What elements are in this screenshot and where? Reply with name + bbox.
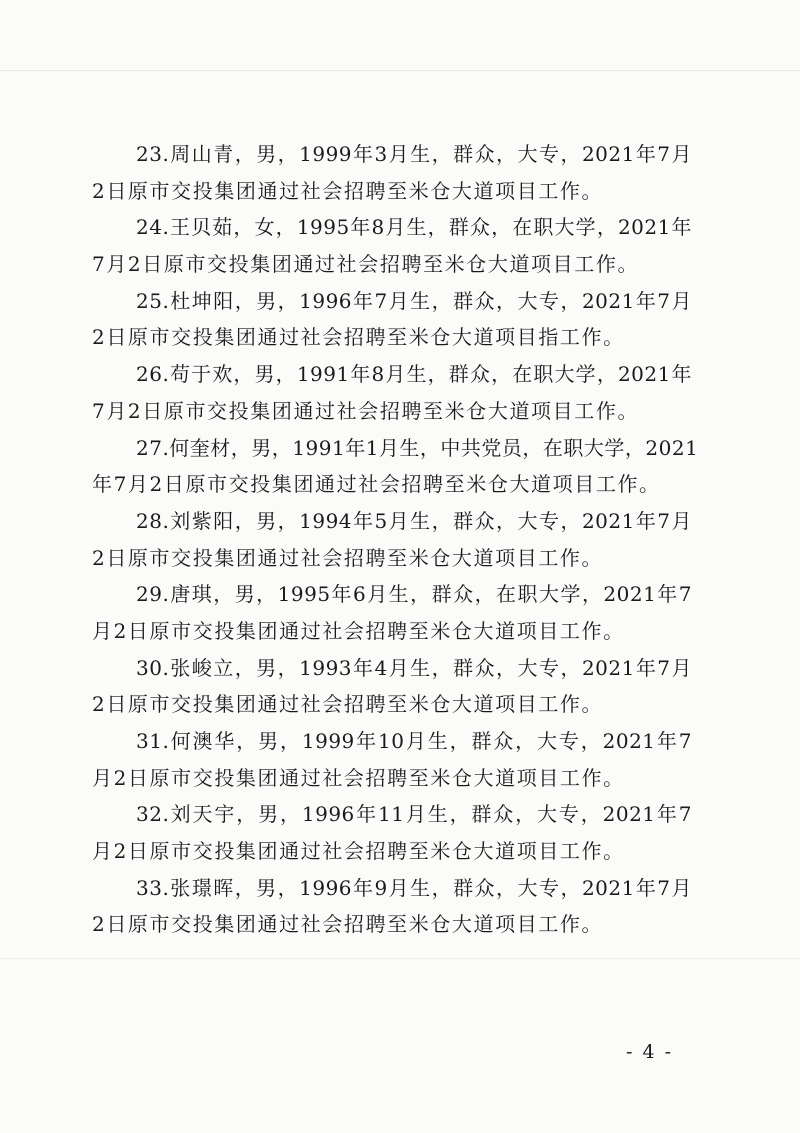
entry-line-first: 28.刘紫阳，男，1994年5月生，群众，大专，2021年7月 [136,508,692,533]
list-item [92,796,692,869]
list-item [92,136,692,209]
entry-line-first: 32.刘天宇，男，1996年11月生，群众，大专，2021年7 [136,802,692,827]
document-body [92,136,699,943]
list-item [92,356,692,429]
page-number: - 4 - [626,1041,674,1063]
entry-line-second: 2日原市交投集团通过社会招聘至米仓大道项目指工作。 [92,325,625,350]
entry-line-first: 23.周山青，男，1999年3月生，群众，大专，2021年7月 [136,142,692,166]
entry-line-first: 25.杜坤阳，男，1996年7月生，群众，大专，2021年7月 [136,288,692,313]
scan-artifact-line [0,958,800,959]
entry-line-second: 月2日原市交投集团通过社会招聘至米仓大道项目工作。 [92,765,625,790]
list-item [92,650,692,723]
entry-line-second: 2日原市交投集团通过社会招聘至米仓大道项目工作。 [92,178,604,203]
list-item [92,430,699,503]
entry-line-first: 26.苟于欢，男，1991年8月生，群众，在职大学，2021年 [136,362,692,387]
entry-line-first: 31.何澳华，男，1999年10月生，群众，大专，2021年7 [136,729,692,753]
entry-line-second: 年7月2日原市交投集团通过社会招聘至米仓大道项目工作。 [92,472,661,497]
entry-line-first: 24.王贝茹，女，1995年8月生，群众，在职大学，2021年 [136,215,692,240]
entry-line-second: 7月2日原市交投集团通过社会招聘至米仓大道项目工作。 [92,252,640,277]
entry-line-second: 月2日原市交投集团通过社会招聘至米仓大道项目工作。 [92,618,625,643]
entry-line-second: 月2日原市交投集团通过社会招聘至米仓大道项目工作。 [92,839,625,864]
list-item [92,209,692,282]
list-item [92,283,692,356]
list-item [92,576,692,649]
entry-line-first: 30.张峻立，男，1993年4月生，群众，大专，2021年7月 [136,655,692,680]
list-item [92,870,692,943]
entry-line-second: 2日原市交投集团通过社会招聘至米仓大道项目工作。 [92,545,604,570]
entry-line-first: 27.何奎材，男，1991年1月生，中共党员，在职大学，2021 [136,435,699,460]
entry-line-second: 2日原市交投集团通过社会招聘至米仓大道项目工作。 [92,912,604,937]
scan-artifact-line [0,70,800,71]
list-item [92,723,692,796]
entry-line-second: 2日原市交投集团通过社会招聘至米仓大道项目工作。 [92,692,604,717]
entry-line-second: 7月2日原市交投集团通过社会招聘至米仓大道项目工作。 [92,398,640,423]
entry-line-first: 29.唐琪，男，1995年6月生，群众，在职大学，2021年7 [136,582,692,607]
list-item [92,503,692,576]
entry-line-first: 33.张璟晖，男，1996年9月生，群众，大专，2021年7月 [136,875,692,900]
